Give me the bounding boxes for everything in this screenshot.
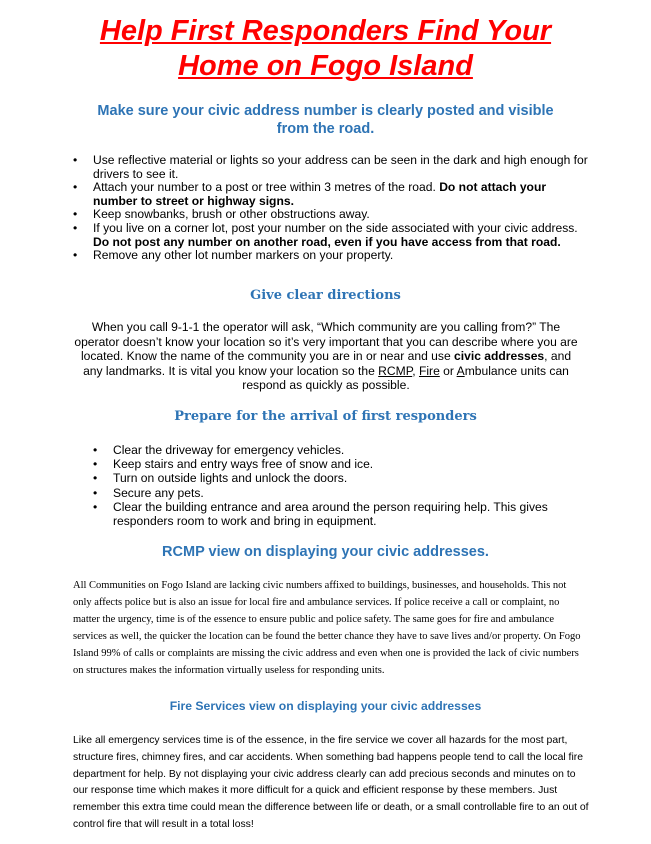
bullet-icon: • bbox=[73, 207, 78, 222]
list-item-text: Use reflective material or lights so your address can be seen in the dark and high enough for drivers to see it. bbox=[93, 153, 588, 181]
section-heading-prepare: Prepare for the arrival of first responders bbox=[174, 409, 477, 424]
fire-link[interactable]: Fire bbox=[418, 363, 440, 378]
paragraph-text: or bbox=[439, 363, 457, 378]
rcmp-link[interactable]: RCMP bbox=[378, 363, 413, 378]
list-item-text: Clear the driveway for emergency vehicles. bbox=[113, 443, 345, 457]
list-item-text: Keep stairs and entry ways free of snow and ice. bbox=[113, 457, 374, 472]
bullet-icon: • bbox=[93, 471, 98, 486]
page-title-line-2: Home on Fogo Island bbox=[178, 50, 473, 82]
heading-line-2: from the road. bbox=[276, 121, 375, 137]
list-item-text: If you live on a corner lot, post your number on the side associated with your civic address. bbox=[93, 220, 578, 235]
section-heading-address-visible bbox=[70, 102, 581, 138]
list-item-text: Secure any pets. bbox=[113, 485, 204, 500]
list-item-text: Clear the building entrance and area around the person requiring help. This gives responders room to work and bring in equipment. bbox=[113, 499, 548, 529]
section-heading-rcmp: RCMP view on displaying your civic addresses. bbox=[162, 544, 489, 560]
section-heading-fire: Fire Services view on displaying your civic addresses bbox=[169, 699, 482, 713]
bullet-icon: • bbox=[93, 485, 98, 500]
paragraph-text: , and any landmarks. It is vital you know your location so the bbox=[83, 349, 572, 378]
heading-line-1: Make sure your civic address number is clearly posted and visible bbox=[97, 103, 554, 119]
ambulance-link[interactable]: A bbox=[456, 363, 465, 378]
paragraph-text: units can respond as quickly as possible. bbox=[242, 363, 569, 393]
list-item bbox=[93, 457, 573, 471]
bullet-icon: • bbox=[73, 248, 78, 263]
page-title bbox=[60, 14, 591, 84]
paragraph-text: mbulance bbox=[464, 363, 518, 378]
bullet-icon: • bbox=[73, 220, 78, 235]
list-item-bold-text: Do not attach your number to street or highway signs. bbox=[93, 180, 547, 208]
page-title-line-1: Help First Responders Find Your bbox=[99, 15, 552, 47]
directions-paragraph bbox=[74, 320, 578, 393]
list-item bbox=[93, 500, 573, 528]
prepare-list bbox=[93, 443, 573, 528]
list-item bbox=[73, 222, 593, 249]
list-item bbox=[93, 471, 573, 485]
list-item bbox=[93, 486, 573, 500]
paragraph-text: When you call 9-1-1 the operator will ask, “Which community are you calling from?” The operator doesn’t know your location so it’s very important that you can describe where you are located. Know the name of the community you are in or near and use bbox=[74, 320, 578, 364]
bullet-icon: • bbox=[93, 443, 98, 457]
list-item-text: Remove any other lot number markers on your property. bbox=[93, 248, 394, 263]
bullet-icon: • bbox=[93, 499, 98, 514]
list-item-text: Turn on outside lights and unlock the doors. bbox=[113, 471, 348, 486]
bullet-icon: • bbox=[73, 153, 78, 167]
fire-paragraph: Like all emergency services time is of the essence, in the fire service we cover all hazards for the most part, structure fires, chimney fires, and car accidents. When something bad happens people tend to call the local fire department for help. By not displaying your civic address clearly can add precious seconds and minutes on to our response time which makes it more difficult for a quick and efficient response by these members. Just remember this extra time could mean the difference between life or death, or a small controllable fire to an out of control fire that will result in a total loss! bbox=[73, 735, 589, 830]
section-heading-directions: Give clear directions bbox=[250, 288, 401, 303]
list-item-text: Keep snowbanks, brush or other obstructions away. bbox=[93, 207, 370, 222]
list-item bbox=[73, 154, 593, 181]
bullet-icon: • bbox=[93, 457, 98, 472]
paragraph-text: , bbox=[412, 363, 419, 378]
list-item bbox=[73, 181, 593, 208]
bullet-icon: • bbox=[73, 180, 78, 195]
paragraph-bold-text: civic addresses bbox=[454, 349, 545, 364]
list-item-bold-text: Do not post any number on another road, even if you have access from that road. bbox=[93, 234, 561, 249]
address-tips-list bbox=[73, 154, 593, 263]
list-item bbox=[73, 208, 593, 222]
list-item bbox=[73, 249, 593, 263]
rcmp-paragraph: All Communities on Fogo Island are lacking civic numbers affixed to buildings, businesses, and households. This not only affects police but is also an issue for local fire and ambulance services. If police receive a call or complaint, no matter the urgency, time is of the essence to ensure public and police safety. The same goes for fire and ambulance services as well, the quicker the location can be found the better chance they have to save lives and/or property. On Fogo Island 99% of calls or complaints are missing the civic address and even when one is provided the lack of civic numbers on structures makes the information virtually useless for responding units. bbox=[73, 580, 581, 676]
list-item bbox=[93, 443, 573, 457]
list-item-text: Attach your number to a post or tree within 3 metres of the road. bbox=[93, 180, 440, 195]
